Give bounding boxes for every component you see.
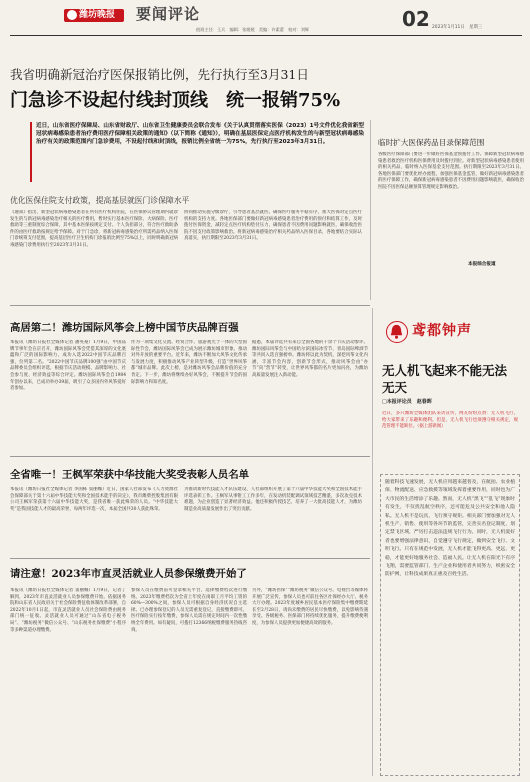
issue-date: 2023年1月11日 星期三 (432, 25, 483, 30)
lead-body-col2: 协同推动实施分级诊疗，引导患者基层就医。确保医疗服务平稳有序，加大医保对定点医疗机构的支持力度。各地医保部门要做好新冠病毒感染患者治疗费用的预付和结算工作，及时拨付医保资金，减轻定点医疗机构垫付压力，确保患者不因费用问题影响就医，确保收治医院不因支付政策影响救治。将新冠病毒感染治疗相关药品纳入医保目录，各地要结合实际认真落实，执行期限至2023年3月31日。 (184, 210, 362, 242)
opinion-column-banner (382, 319, 522, 345)
article4-col2: 参保人员在缴费前可登录相关平台，选择缴费档次进行缴纳。2023年缴费档次为全省上年度在岗职工月平均工资的60%—300%之间，参保人员可根据自身经济状况自主选择。已办理参保登记的人员无需重复登记，直接缴费即可。医疗保险实行按年缴费，参保人员需在规定时间内一次性缴纳全年费用。如有疑问，可拨打12366纳税缴费服务热线咨询。 (131, 588, 247, 633)
paper-logo-icon (67, 10, 77, 20)
opinion-headline: 无人机飞起来不能无法无天 (382, 363, 508, 395)
opinion-summary: 近日，多只潍坊全媒体团队采访宣传，网友纷纷点赞：无人机飞行，给大家带来了乐趣和便利。但是，无人机飞行也须遵守相关规定，规范管理不能缺位。（据上游新闻） (382, 411, 518, 430)
article4-col1: 本报讯（潍坊日报社全媒体记者 窦丽娜）1月9日，记者了解到，2023年市直灵活就业人员参保缴费开始。依据国务院和山东省人民政府关于社会保险费征收体制改革部署，自2022年10月1日起，市直灵活就业人员社会保险费由税务部门统一征收。灵活就业人员可通过“山东省电子税务局”、“潍坊税务”微信公众号、“山东税务社保缴费”小程序等多种渠道办理缴费。 (10, 588, 126, 633)
masthead-rule (10, 35, 522, 36)
opinion-byline: □本报评论员 赵春晖 (382, 399, 432, 405)
article3-col2: 为推动新时代技能人才队伍建设，人社部组织开展了第十六届中华技能大奖和全国技术能手评选表彰工作。王枫军从事钳工工作多年，在发动机装配调试领域技艺精湛，多次攻克技术难题，为企业创造了显著经济效益。他还积极传授技艺，培养了一大批高技能人才，为潍坊制造业高质量发展作出了突出贡献。 (184, 487, 362, 512)
paper-logo (64, 9, 124, 22)
article4-headline: 请注意！2023年市直灵活就业人员参保缴费开始了 (10, 568, 247, 580)
lead-intro-box (30, 122, 364, 182)
section-name: 要闻评论 (136, 5, 201, 23)
sidebar-divider (370, 120, 371, 300)
sidebar-credit: 本报综合报道 (468, 262, 496, 267)
lead-bottom-rule (10, 305, 370, 306)
sidebar-title: 临时扩大医保药品目录保障范围 (378, 138, 485, 147)
sidebar-body: 各级医疗保障部门要进一步做好医保基金预拨付工作。保障新型冠状病毒感染患者救治医疗机构医保费用及时拨付到位。对新型冠状病毒感染患者使用的相关药品，临时纳入医保基金支付范围。执行期限至2023年3月31日。各地医保部门要优化经办流程，加强医保基金监管，做好新冠病毒感染患者的医疗保障工作，确保新冠病毒感染患者不因费用问题影响就医，确保收治医院不因医保总额预算管理规定影响救治。 (378, 152, 524, 190)
opinion-column-name: 鸢都钟声 (412, 323, 472, 339)
opinion-summary-box (382, 411, 518, 471)
paper-name: 潍坊晚报 (79, 10, 116, 20)
lead-kicker: 我省明确新冠治疗医保报销比例，先行执行至3月31日 (10, 67, 309, 82)
article2-bottom-rule (10, 456, 370, 457)
article3-headline: 全省唯一！王枫军荣获中华技能大奖受表彰人员名单 (10, 469, 249, 481)
lead-headline: 门急诊不设起付线封顶线 统一报销75% (10, 90, 341, 111)
lead-subhead: 优化医保住院支付政策，提高基层就医门诊保障水平 (10, 196, 190, 205)
lead-body-col1: 《通知》指出，新型冠状病毒感染患者在所有医疗机构住院，在医保协议管理期内就诊发生的与新冠病毒感染治疗相关的医疗费用，暂时实行基本医疗保险、大病保险、医疗救助等三重制度综合保障，其中基本医保按规定支付。个人负担部分，符合医疗救助条件的由医疗救助按规定给予保障。对于门急诊，将新冠病毒感染治疗所需药品纳入医保门诊统筹支付范围，提高基层医疗卫生机构门诊报销比例至75%以上，同时明确新冠病毒感染门诊费用执行至2023年3月31日。 (10, 210, 178, 248)
article2-col1: 本报讯（潍坊日报社全媒体记者 潘英豪）1月9日，中国品牌节事年会在京召开，潍坊国际风筝会凭借其深厚的文化底蕴和广泛的国际影响力，成功入选2022中国节庆品牌百强，位列第二名。“2022中国节庆品牌100强”由中国节庆品牌委员会组织评选，根据节庆活动规模、品牌影响力、社会参与度、经济效益等综合评定。潍坊国际风筝会自1984年创办以来，已成功举办39届，吸引了众多国内外风筝爱好者参加。 (10, 340, 126, 392)
article2-col2: 作为一项集文化交流、经贸合作、旅游观光于一体的大型国际性节会，潍坊国际风筝会已成为展示潍坊城市形象、推动对外开放的重要平台。近年来，潍坊不断加大风筝文化传承与发展力度，积极推动风筝产业转型升级，打造“世界风筝都”城市品牌。此次上榜，是对潍坊风筝会品牌价值的充分肯定。下一步，潍坊将继续办好风筝会，不断提升节会的国际影响力和知名度。 (131, 340, 247, 385)
opinion-body: 随着科技飞速发展，无人机应用越来越普及，在航拍、农业植保、物流配送、应急救援等领域发挥着重要作用，同时也为广大市民的生活增添了乐趣。然而，无人机“黑飞”“乱飞”现象时有发生，不仅扰乱航空秩序，还可能危及公共安全和他人隐私。无人机不是玩具，飞行须守规矩。相关部门要加强对无人机生产、销售、使用等各环节的监管，完善实名登记制度，划定禁飞区域，严厉打击违法违规飞行行为。同时，无人机爱好者也要增强法律意识，自觉遵守飞行规定，做到安全飞行、文明飞行。只有在规范中发展，无人机才能飞得更高、更远、更稳，才能更好地服务社会、造福人民。让无人机在阳光下有序飞翔，需要监管部门、生产企业和使用者共同努力，织密安全防护网，让科技成果真正惠及百姓生活。 (385, 480, 515, 578)
bell-icon (386, 321, 408, 343)
masthead (0, 0, 530, 34)
credits: 值班主任：王兵 编辑：张媛媛 美编：许素蕾 校对：刘辉 (196, 27, 310, 32)
article3-bottom-rule (10, 558, 370, 559)
article2-col3: 据悉，本届评选共有来自全国各地的千余个节庆活动参评。潍坊国际风筝会与中国哈尔滨国际冰雪节、青岛国际啤酒节等共同入选百强榜单。潍坊将以此为契机，深挖风筝文化内涵，丰富节会内容，创新节会形式，推动风筝会由“办节”向“营节”转变，让世界风筝都的名片更加闪亮，为潍坊高质量发展注入新动能。 (252, 340, 368, 378)
opinion-divider (372, 308, 373, 776)
article2-headline: 高居第二！潍坊国际风筝会上榜中国节庆品牌百强 (10, 322, 239, 334)
article4-col3: 另外，“潍坊医保”“潍坊税务”微信公众号、电视台等媒体将开展广泛宣传，参保人员也可前往各区社保经办大厅、税务大厅办理。2023年度城乡居民基本医疗保险集中缴费期延长至2月28日，请尚未缴费的居民尽快缴费，以免影响待遇享受。各级税务、医保部门将持续优化服务，提升缴费便利度，为参保人员提供更加便捷高效的服务。 (252, 588, 368, 626)
opinion-body-box (380, 474, 520, 776)
page-number: 02 (402, 7, 430, 31)
article3-col1: 本报讯（潍坊日报社全媒体记者 李国栋 窦丽娜）近日，国家人社部发布《人力资源社会保障部关于第十六届中华技能大奖和全国技术能手的决定》，我市潍柴控股集团有限公司王枫军荣获第十六届中华技能大奖，是我省唯一获此殊荣的人员。“中华技能大奖”是我国技能人才的最高荣誉，每两年评选一次，本届全国共30人获此殊荣。 (10, 487, 178, 512)
lead-intro: 近日，山东省医疗保障局、山东省财政厅、山东省卫生健康委员会联合发布《关于认真贯彻落实医保（2023）1号文件优化我省新型冠状病毒感染患者治疗费用医疗保障相关政策的通知》（以下简称《通知》），明确在基层医保定点医疗机构发生的与新型冠状病毒感染治疗有关的政策范围内门急诊费用，不设起付线和封顶线，报销比例全省统一为75%，先行执行至2023年3月31日。 (36, 123, 364, 145)
